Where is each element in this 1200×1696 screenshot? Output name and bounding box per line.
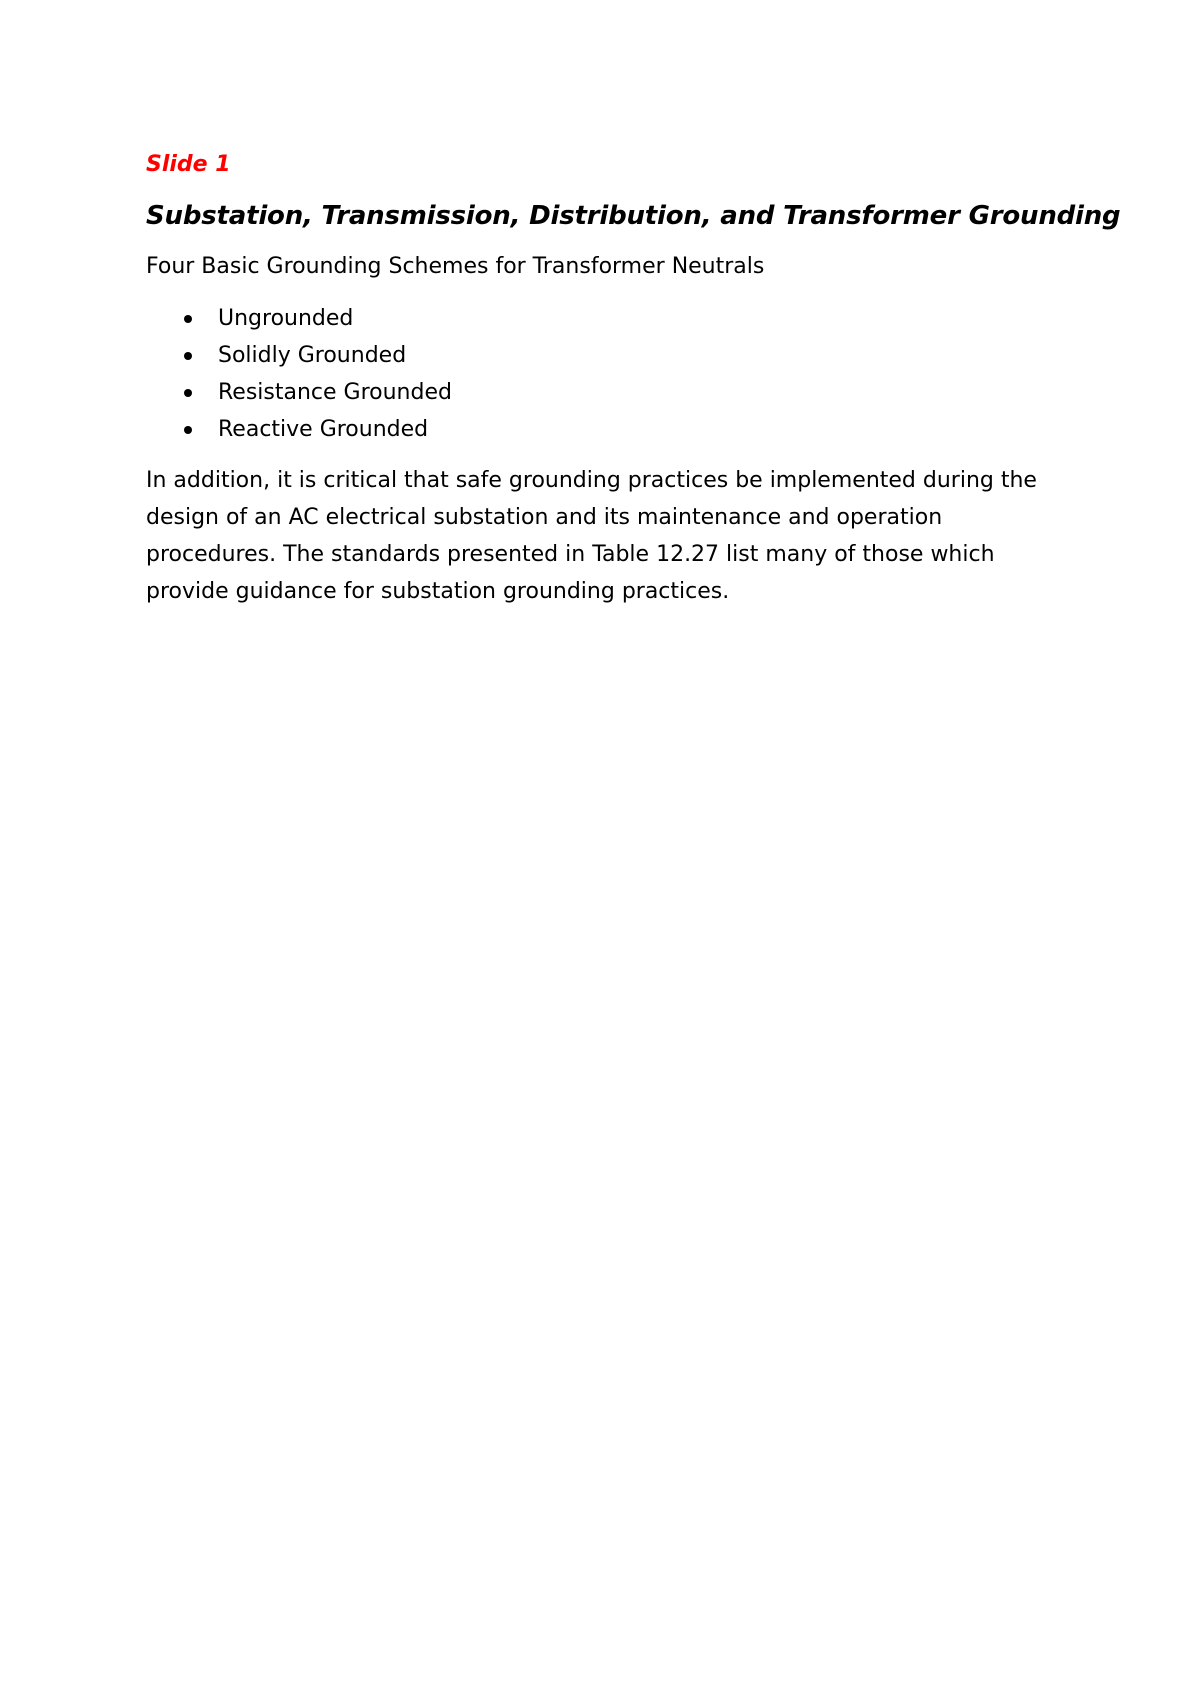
bullet-icon xyxy=(184,315,192,323)
list-item-text: Solidly Grounded xyxy=(218,343,407,368)
list-item xyxy=(146,411,1046,448)
slide-label: Slide 1 xyxy=(146,152,231,177)
bullet-icon xyxy=(184,352,192,360)
grounding-schemes-list xyxy=(146,300,1046,448)
list-item-text: Reactive Grounded xyxy=(218,417,429,442)
document-content xyxy=(146,150,1121,610)
body-paragraph: In addition, it is critical that safe grounding practices be implemented during the design of an AC electrical substation and its maintenance and operation procedures. The standards presented in Table 12.27 list many of those which provide guidance for substation grounding practices. xyxy=(146,468,1037,604)
document-title: Substation, Transmission, Distribution, and Transformer Grounding xyxy=(146,201,1121,231)
list-item xyxy=(146,300,1046,337)
list-item-text: Resistance Grounded xyxy=(218,380,452,405)
list-item-text: Ungrounded xyxy=(218,306,354,331)
bullet-icon xyxy=(184,389,192,397)
list-item xyxy=(146,374,1046,411)
bullet-icon xyxy=(184,426,192,434)
list-item xyxy=(146,337,1046,374)
subtitle: Four Basic Grounding Schemes for Transformer Neutrals xyxy=(146,254,765,279)
